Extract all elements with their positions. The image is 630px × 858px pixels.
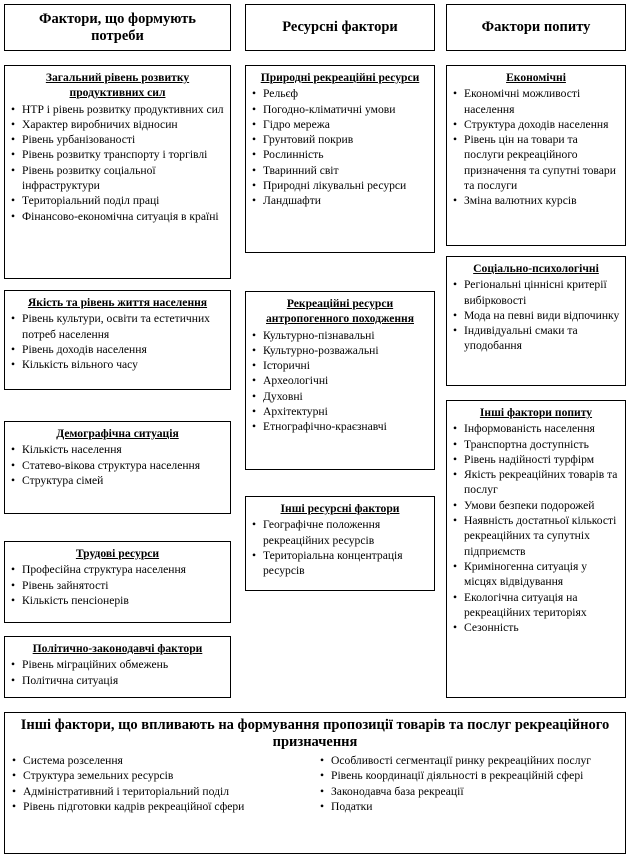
list-item: • Рівень розвитку транспорту і торгівлі <box>10 147 225 162</box>
supply-left-column <box>11 753 311 814</box>
header-needs <box>4 4 231 51</box>
factor-list <box>251 517 429 578</box>
list-item: • Політична ситуація <box>10 673 225 688</box>
list-item: • Рослинність <box>251 147 429 162</box>
header-demand <box>446 4 626 51</box>
block-title: Інші фактори попиту <box>479 406 593 419</box>
block-title: Природні рекреаційні ресурси <box>260 71 420 84</box>
list-item: • Рівень зайнятості <box>10 578 225 593</box>
block-title: Політично-законодавчі фактори <box>32 642 203 655</box>
factor-list <box>452 277 620 353</box>
list-item: • Територіальний поділ праці <box>10 193 225 208</box>
list-item: • Професійна структура населення <box>10 562 225 577</box>
list-item: • Індивідуальні смаки та уподобання <box>452 323 620 354</box>
list-item: • Погодно-кліматичні умови <box>251 102 429 117</box>
factor-list <box>251 328 429 435</box>
block-title: Загальний рівень розвитку продуктивних сил <box>45 71 190 100</box>
list-item: • Адміністративний і територіальний поділ <box>11 784 311 799</box>
list-item: • Мода на певні види відпочинку <box>452 308 620 323</box>
header-needs-text: Фактори, що формують потреби <box>39 10 196 44</box>
list-item: • Якість рекреаційних товарів та послуг <box>452 467 620 498</box>
factor-list <box>10 562 225 608</box>
list-item: • Рівень координації діяльності в рекреаційній сфері <box>319 768 619 783</box>
list-item: • Ландшафти <box>251 193 429 208</box>
list-item: • НТР і рівень розвитку продуктивних сил <box>10 102 225 117</box>
block-supply-factors <box>4 712 626 854</box>
list-item: • Умови безпеки подорожей <box>452 498 620 513</box>
list-item: • Рівень культури, освіти та естетичних потреб населення <box>10 311 225 342</box>
list-item: • Кількість населення <box>10 442 225 457</box>
block-title: Соціально-психологічні <box>473 262 599 275</box>
block-title: Рекреаційні ресурси антропогенного походження <box>265 297 415 326</box>
block-quality-of-life <box>4 290 231 390</box>
factor-list <box>452 86 620 208</box>
block-other-demand <box>446 400 626 698</box>
list-item: • Територіальна концентрація ресурсів <box>251 548 429 579</box>
list-item: • Історичні <box>251 358 429 373</box>
supply-title: Інші фактори, що впливають на формування пропозиції товарів та послуг рекреаційного призначення <box>20 717 610 750</box>
list-item: • Екологічна ситуація на рекреаційних територіях <box>452 590 620 621</box>
list-item: • Рельєф <box>251 86 429 101</box>
list-item: • Культурно-пізнавальні <box>251 328 429 343</box>
list-item: • Рівень підготовки кадрів рекреаційної сфери <box>11 799 311 814</box>
list-item: • Рівень урбанізованості <box>10 132 225 147</box>
list-item: • Сезонність <box>452 620 620 635</box>
list-item: • Тваринний світ <box>251 163 429 178</box>
block-other-resources <box>245 496 435 591</box>
block-title: Інші ресурсні фактори <box>280 502 400 515</box>
list-item: • Кількість пенсіонерів <box>10 593 225 608</box>
list-item: • Система розселення <box>11 753 311 768</box>
list-item: • Податки <box>319 799 619 814</box>
list-item: • Архітектурні <box>251 404 429 419</box>
list-item: • Етнографічно-краєзнавчі <box>251 419 429 434</box>
factor-list <box>10 311 225 372</box>
list-item: • Рівень міграційних обмежень <box>10 657 225 672</box>
block-title: Економічні <box>506 71 566 84</box>
list-item: • Транспортна доступність <box>452 437 620 452</box>
factor-list <box>452 421 620 635</box>
block-natural-resources <box>245 65 435 253</box>
block-title: Трудові ресурси <box>75 547 160 560</box>
list-item: • Географічне положення рекреаційних ресурсів <box>251 517 429 548</box>
list-item: • Рівень цін на товари та послуги рекреаційного призначення та супутні товари та послуги <box>452 132 620 193</box>
list-item: • Фінансово-економічна ситуація в країні <box>10 209 225 224</box>
list-item: • Регіональні ціннісні критерії вибірковості <box>452 277 620 308</box>
block-title: Демографічна ситуація <box>56 427 179 440</box>
block-labor-resources <box>4 541 231 623</box>
list-item: • Криміногенна ситуація у місцях відвідування <box>452 559 620 590</box>
list-item: • Грунтовий покрив <box>251 132 429 147</box>
list-item: • Структура доходів населення <box>452 117 620 132</box>
list-item: • Культурно-розважальні <box>251 343 429 358</box>
block-socio-psychological <box>446 256 626 386</box>
list-item: • Рівень доходів населення <box>10 342 225 357</box>
list-item: • Статево-вікова структура населення <box>10 458 225 473</box>
factor-list <box>10 102 225 224</box>
list-item: • Інформованість населення <box>452 421 620 436</box>
factor-list <box>319 753 619 814</box>
list-item: • Гідро мережа <box>251 117 429 132</box>
block-anthropogenic-resources <box>245 291 435 470</box>
factor-list <box>251 86 429 208</box>
supply-columns <box>5 753 625 814</box>
list-item: • Структура земельних ресурсів <box>11 768 311 783</box>
header-demand-text: Фактори попиту <box>481 19 591 35</box>
list-item: • Наявність достатньої кількості рекреаційних та супутніх підприємств <box>452 513 620 559</box>
list-item: • Кількість вільного часу <box>10 357 225 372</box>
list-item: • Економічні можливості населення <box>452 86 620 117</box>
factor-list <box>10 442 225 488</box>
block-demography <box>4 421 231 514</box>
factor-list <box>11 753 311 814</box>
block-title: Якість та рівень життя населення <box>27 296 208 309</box>
list-item: • Характер виробничих відносин <box>10 117 225 132</box>
factor-list <box>10 657 225 688</box>
list-item: • Рівень розвитку соціальної інфраструктури <box>10 163 225 194</box>
list-item: • Рівень надійності турфірм <box>452 452 620 467</box>
block-political-legal <box>4 636 231 698</box>
list-item: • Зміна валютних курсів <box>452 193 620 208</box>
list-item: • Природні лікувальні ресурси <box>251 178 429 193</box>
list-item: • Законодавча база рекреації <box>319 784 619 799</box>
list-item: • Особливості сегментації ринку рекреаційних послуг <box>319 753 619 768</box>
supply-right-column <box>311 753 619 814</box>
block-economic <box>446 65 626 246</box>
header-resources <box>245 4 435 51</box>
block-productive-forces <box>4 65 231 279</box>
header-resources-text: Ресурсні фактори <box>282 19 398 35</box>
list-item: • Структура сімей <box>10 473 225 488</box>
list-item: • Духовні <box>251 389 429 404</box>
list-item: • Археологічні <box>251 373 429 388</box>
